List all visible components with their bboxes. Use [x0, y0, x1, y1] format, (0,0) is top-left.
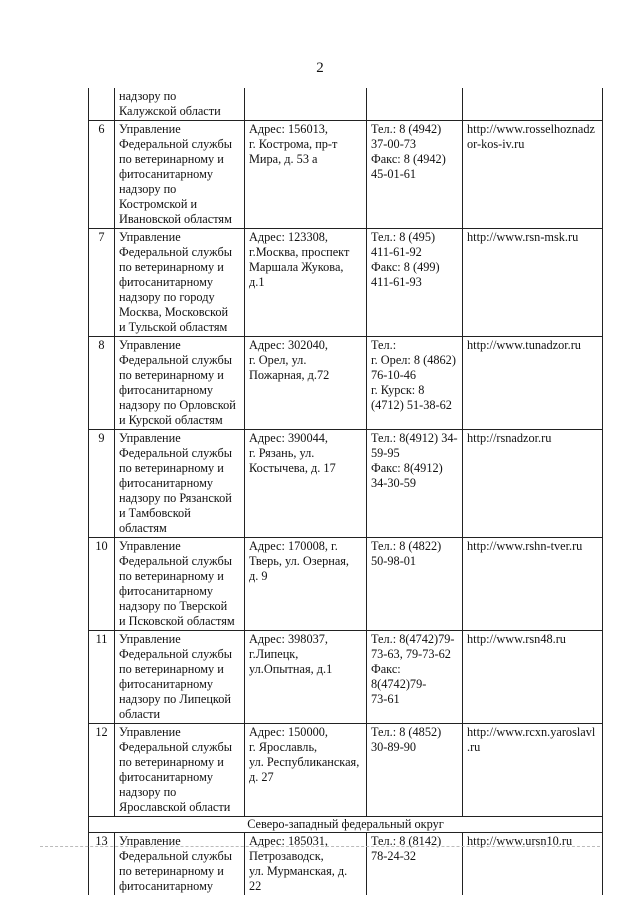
table-row: [89, 833, 603, 896]
agency-phone: Тел.: 8 (8142) 78-24-32: [367, 833, 463, 896]
table-row: [89, 430, 603, 538]
table-row: [89, 229, 603, 337]
table-row: [89, 121, 603, 229]
agency-phone: Тел.: 8(4742)79- 73-63, 79-73-62 Факс: 8(4742)79- 73-61: [367, 631, 463, 724]
agency-name: надзору по Калужской области: [115, 88, 245, 121]
row-number: 7: [89, 229, 115, 337]
agency-phone: [367, 88, 463, 121]
agency-name: Управление Федеральной службы по ветеринарному и фитосанитарному надзору по Ярославской области: [115, 724, 245, 817]
agency-name: Управление Федеральной службы по ветеринарному и фитосанитарному надзору по Орловской и Курской областям: [115, 337, 245, 430]
agency-website[interactable]: http://www.rcxn.yaroslavl.ru: [463, 724, 603, 817]
scan-artifact-line: [40, 846, 600, 847]
agency-website[interactable]: http://www.rosselhoznadzor-kos-iv.ru: [463, 121, 603, 229]
row-number: [89, 88, 115, 121]
table-row: [89, 538, 603, 631]
agency-phone: Тел.: 8 (4942) 37-00-73 Факс: 8 (4942) 45-01-61: [367, 121, 463, 229]
agency-address: Адрес: 302040, г. Орел, ул. Пожарная, д.72: [245, 337, 367, 430]
agency-phone: Тел.: 8 (4852) 30-89-90: [367, 724, 463, 817]
agency-phone: Тел.: 8 (495) 411-61-92 Факс: 8 (499) 411-61-93: [367, 229, 463, 337]
table-row: [89, 88, 603, 121]
row-number: 10: [89, 538, 115, 631]
agency-name: Управление Федеральной службы по ветеринарному и фитосанитарному надзору по городу Москва, Московской и Тульской областям: [115, 229, 245, 337]
agency-address: Адрес: 185031, Петрозаводск, ул. Мурманская, д. 22: [245, 833, 367, 896]
table-row: [89, 724, 603, 817]
agency-website[interactable]: [463, 88, 603, 121]
registry-table: [88, 88, 603, 895]
agency-name: Управление Федеральной службы по ветеринарному и фитосанитарному: [115, 833, 245, 896]
agency-address: Адрес: 123308, г.Москва, проспект Маршала Жукова, д.1: [245, 229, 367, 337]
row-number: 11: [89, 631, 115, 724]
agency-address: Адрес: 170008, г. Тверь, ул. Озерная, д. 9: [245, 538, 367, 631]
table-row: [89, 631, 603, 724]
table-row: [89, 337, 603, 430]
agency-address: Адрес: 390044, г. Рязань, ул. Костычева, д. 17: [245, 430, 367, 538]
page-number: 2: [316, 60, 324, 76]
row-number: 13: [89, 833, 115, 896]
agency-website[interactable]: http://www.rshn-tver.ru: [463, 538, 603, 631]
agency-website[interactable]: http://www.tunadzor.ru: [463, 337, 603, 430]
row-number: 6: [89, 121, 115, 229]
row-number: 9: [89, 430, 115, 538]
agency-phone: Тел.: г. Орел: 8 (4862) 76-10-46 г. Курск: 8 (4712) 51-38-62: [367, 337, 463, 430]
agency-website[interactable]: http://rsnadzor.ru: [463, 430, 603, 538]
agency-address: Адрес: 398037, г.Липецк, ул.Опытная, д.1: [245, 631, 367, 724]
agency-phone: Тел.: 8 (4822) 50-98-01: [367, 538, 463, 631]
agency-address: Адрес: 150000, г. Ярославль, ул. Республиканская, д. 27: [245, 724, 367, 817]
agency-address: [245, 88, 367, 121]
agency-name: Управление Федеральной службы по ветеринарному и фитосанитарному надзору по Тверской и Псковской областям: [115, 538, 245, 631]
agency-address: Адрес: 156013, г. Кострома, пр-т Мира, д. 53 а: [245, 121, 367, 229]
region-header: Северо-западный федеральный округ: [89, 817, 603, 833]
agency-website[interactable]: http://www.rsn48.ru: [463, 631, 603, 724]
region-header-row: [89, 817, 603, 833]
row-number: 12: [89, 724, 115, 817]
agency-name: Управление Федеральной службы по ветеринарному и фитосанитарному надзору по Костромской и Ивановской областям: [115, 121, 245, 229]
agency-website[interactable]: http://www.rsn-msk.ru: [463, 229, 603, 337]
agency-name: Управление Федеральной службы по ветеринарному и фитосанитарному надзору по Липецкой области: [115, 631, 245, 724]
agency-website[interactable]: http://www.ursn10.ru: [463, 833, 603, 896]
agency-phone: Тел.: 8(4912) 34- 59-95 Факс: 8(4912) 34-30-59: [367, 430, 463, 538]
row-number: 8: [89, 337, 115, 430]
agency-name: Управление Федеральной службы по ветеринарному и фитосанитарному надзору по Рязанской и Тамбовской областям: [115, 430, 245, 538]
